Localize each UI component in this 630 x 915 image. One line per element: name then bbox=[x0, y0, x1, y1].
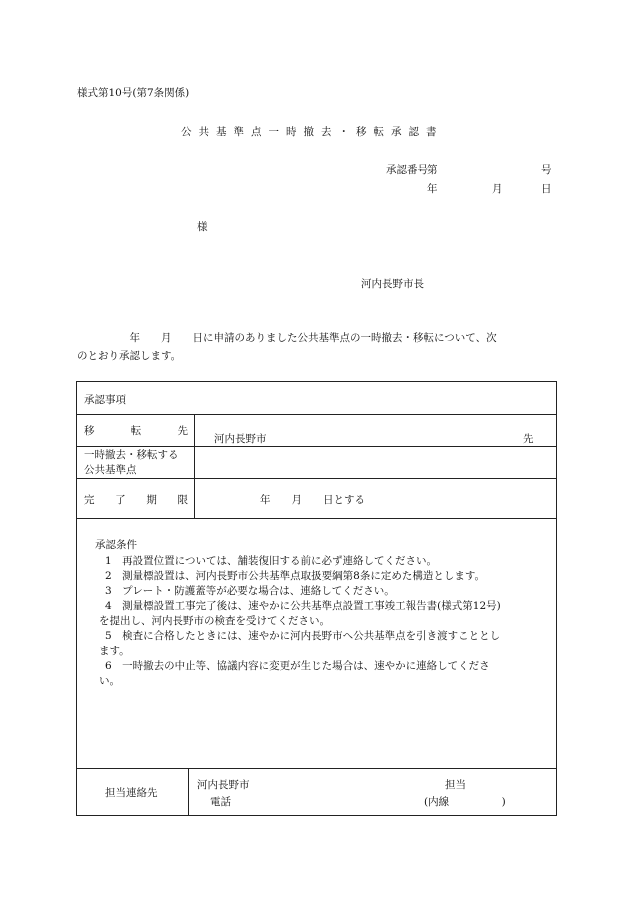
approval-number-prefix: 第 bbox=[427, 164, 438, 176]
condition-item-continued: を提出し、河内長野市の検査を受けてください。 bbox=[99, 615, 330, 627]
condition-item: 4 測量標設置工事完了後は、速やかに公共基準点設置工事竣工報告書(様式第12号) bbox=[105, 600, 501, 612]
approval-table bbox=[76, 381, 557, 816]
destination-label-char: 先 bbox=[177, 425, 188, 437]
section-title: 承認事項 bbox=[84, 394, 126, 406]
condition-item-continued: ます。 bbox=[99, 645, 130, 657]
deadline-label-char: 了 bbox=[115, 494, 126, 506]
table-column-divider bbox=[194, 414, 195, 518]
condition-item: 1 再設置位置については、舗装復旧する前に必ず連絡してください。 bbox=[105, 555, 437, 567]
approval-number-label: 承認番号 bbox=[386, 164, 428, 176]
condition-item: 3 プレート・防護蓋等が必要な場合は、連絡してください。 bbox=[105, 585, 395, 597]
deadline-label-char: 限 bbox=[177, 494, 188, 506]
date-year: 年 bbox=[427, 183, 438, 195]
condition-item: 5 検査に合格したときには、速やかに河内長野市へ公共基準点を引き渡すこととし bbox=[105, 630, 501, 642]
contact-city: 河内長野市 bbox=[197, 779, 250, 791]
table-rule bbox=[77, 518, 556, 519]
destination-label-char: 転 bbox=[130, 425, 142, 437]
table-column-divider bbox=[188, 768, 189, 816]
destination-city: 河内長野市 bbox=[214, 433, 267, 445]
table-rule bbox=[77, 414, 556, 415]
deadline-value: 年 月 日とする bbox=[260, 494, 365, 506]
form-number: 様式第10号(第7条関係) bbox=[77, 87, 190, 99]
destination-label bbox=[84, 423, 188, 438]
table-rule bbox=[77, 478, 556, 479]
contact-extension: (内線 ) bbox=[424, 796, 506, 808]
contact-person-label: 担当 bbox=[445, 779, 466, 791]
deadline-label-char: 完 bbox=[84, 494, 95, 506]
contact-phone-label: 電話 bbox=[210, 796, 231, 808]
destination-label-char: 移 bbox=[84, 425, 95, 437]
condition-item: 2 測量標設置は、河内長野市公共基準点取扱要綱第8条に定めた構造とします。 bbox=[105, 570, 486, 582]
issuer-name: 河内長野市長 bbox=[361, 278, 424, 290]
approval-number-suffix: 号 bbox=[541, 164, 552, 176]
points-label-line-2: 公共基準点 bbox=[84, 464, 137, 476]
deadline-label-char: 期 bbox=[146, 494, 157, 506]
condition-item: 6 一時撤去の中止等、協議内容に変更が生じた場合は、速やかに連絡してくださ bbox=[105, 660, 490, 672]
table-rule bbox=[77, 768, 556, 769]
contact-label: 担当連絡先 bbox=[105, 787, 158, 799]
points-label-line-1: 一時撤去・移転する bbox=[84, 449, 179, 461]
conditions-title: 承認条件 bbox=[95, 539, 137, 551]
date-day: 日 bbox=[541, 183, 552, 195]
addressee-honorific: 様 bbox=[197, 221, 208, 233]
destination-suffix: 先 bbox=[523, 433, 534, 445]
condition-item-continued: い。 bbox=[99, 675, 120, 687]
intro-text-line-2: のとおり承認します。 bbox=[77, 350, 182, 362]
document-title: 公共基準点一時撤去・移転承認書 bbox=[181, 126, 444, 138]
intro-text-line-1: 年 月 日に申請のありました公共基準点の一時撤去・移転について、次 bbox=[77, 332, 497, 344]
date-month: 月 bbox=[492, 183, 503, 195]
deadline-label bbox=[84, 492, 188, 507]
